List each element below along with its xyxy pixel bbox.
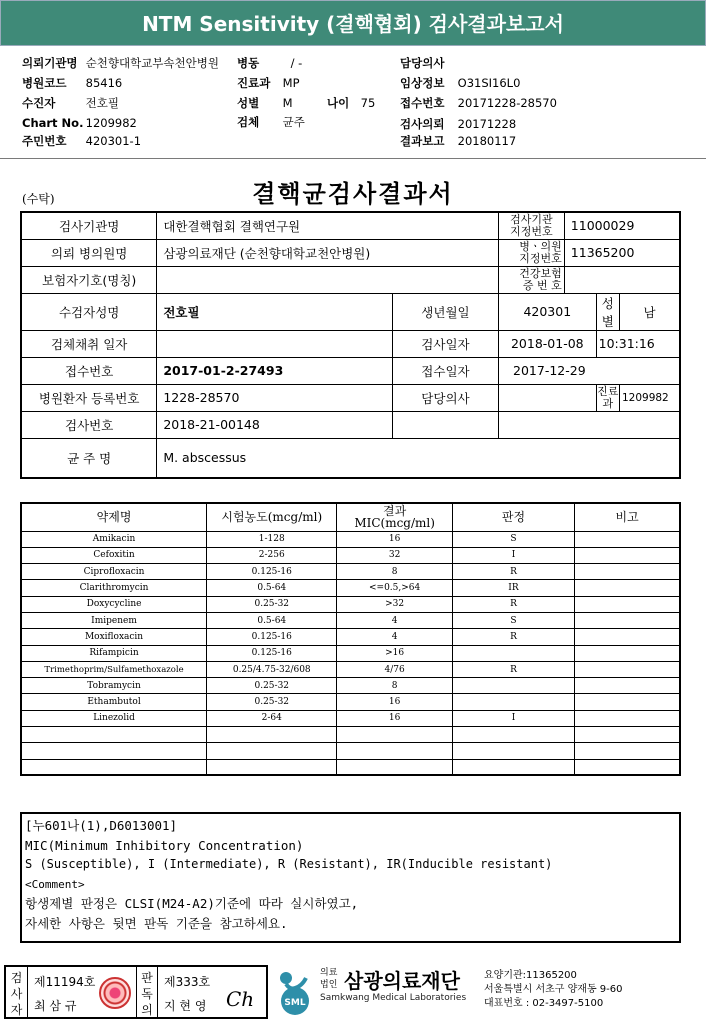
mic-cell: >32 bbox=[337, 596, 452, 612]
mic-cell: 32 bbox=[337, 547, 452, 563]
header-r1c1: 진료과 MP bbox=[237, 76, 300, 90]
table-row bbox=[21, 743, 680, 759]
dept-value: 1209982 bbox=[619, 384, 680, 411]
remark-cell bbox=[575, 612, 680, 628]
notes-line: MIC(Minimum Inhibitory Concentration) bbox=[25, 837, 304, 853]
table-row bbox=[21, 547, 680, 563]
drug-cell: Trimethoprim/Sulfamethoxazole bbox=[21, 661, 207, 677]
strain-value: M. abscessus bbox=[157, 438, 680, 478]
interp-cell: R bbox=[452, 661, 574, 677]
header-r0c1: 병동 / - bbox=[237, 56, 303, 70]
header-r2c2: 접수번호 20171228-28570 bbox=[400, 96, 557, 110]
blank-cell-b bbox=[499, 411, 680, 438]
header-r3c0: Chart No. 1209982 bbox=[22, 116, 137, 130]
conc-cell: 0.5-64 bbox=[207, 612, 337, 628]
table-row bbox=[21, 710, 680, 726]
conc-cell: 0.25/4.75-32/608 bbox=[207, 661, 337, 677]
interp-cell bbox=[452, 645, 574, 661]
blank-cell-a bbox=[392, 411, 498, 438]
header-r0c2: 담당의사 bbox=[400, 56, 445, 70]
test-no-value: 2018-21-00148 bbox=[157, 411, 393, 438]
table-row bbox=[21, 580, 680, 596]
test-time-value: 10:31:16 bbox=[596, 330, 680, 357]
header-r1c2: 임상정보 O31SI16L0 bbox=[400, 76, 521, 90]
table-row bbox=[21, 564, 680, 580]
remark-cell bbox=[575, 596, 680, 612]
table-row bbox=[21, 759, 680, 775]
interp-cell bbox=[452, 727, 574, 743]
tester-vertical-label: 검사자 bbox=[6, 967, 28, 1017]
conc-cell: 0.125-16 bbox=[207, 564, 337, 580]
interp-cell bbox=[452, 694, 574, 710]
mic-cell: >16 bbox=[337, 645, 452, 661]
col-conc: 시험농도(mcg/ml) bbox=[207, 503, 337, 531]
drug-cell: Amikacin bbox=[21, 531, 207, 547]
drug-cell: Linezolid bbox=[21, 710, 207, 726]
test-no-label: 검사번호 bbox=[21, 411, 157, 438]
interp-cell: I bbox=[452, 710, 574, 726]
mic-cell: <=0.5,>64 bbox=[337, 580, 452, 596]
remark-cell bbox=[575, 710, 680, 726]
header-divider bbox=[0, 158, 706, 159]
tester-name: 최 삼 규 bbox=[34, 999, 77, 1013]
health-no-label: 건강보험 증 번 호 bbox=[499, 266, 565, 293]
insured-value bbox=[157, 266, 499, 293]
strain-label: 균 주 명 bbox=[21, 438, 157, 478]
drug-cell: Moxifloxacin bbox=[21, 629, 207, 645]
remark-cell bbox=[575, 645, 680, 661]
remark-cell bbox=[575, 564, 680, 580]
col-result: 결과 MIC(mcg/ml) bbox=[337, 503, 452, 531]
interp-cell bbox=[452, 678, 574, 694]
patient-label: 수검자성명 bbox=[21, 293, 157, 330]
drug-cell: Rifampicin bbox=[21, 645, 207, 661]
col-remark: 비고 bbox=[575, 503, 680, 531]
table-row bbox=[21, 727, 680, 743]
conc-cell: 2-256 bbox=[207, 547, 337, 563]
table-row bbox=[21, 661, 680, 677]
patient-value: 전호필 bbox=[157, 293, 393, 330]
notes-line: 항생제별 판정은 CLSI(M24-A2)기준에 따라 실시하였고, bbox=[25, 896, 359, 911]
drug-cell: Ethambutol bbox=[21, 694, 207, 710]
notes-line: S (Susceptible), I (Intermediate), R (Resistant), IR(Inducible resistant) bbox=[25, 857, 553, 871]
header-r3c2: 검사의뢰 20171228 bbox=[400, 117, 517, 131]
notes-line: 자세한 사항은 뒷면 판독 기준을 참고하세요. bbox=[25, 915, 288, 931]
org-kind: 의료 법인 bbox=[320, 968, 338, 990]
interp-cell: I bbox=[452, 547, 574, 563]
notes-line: <Comment> bbox=[25, 877, 85, 891]
interp-cell: R bbox=[452, 564, 574, 580]
mic-cell bbox=[337, 727, 452, 743]
hosp-no-label: 병ㆍ의원 지정번호 bbox=[499, 239, 565, 266]
conc-cell: 0.25-32 bbox=[207, 678, 337, 694]
remark-cell bbox=[575, 694, 680, 710]
drug-cell: Imipenem bbox=[21, 612, 207, 628]
mic-cell: 4 bbox=[337, 629, 452, 645]
reader-vertical-label: 판독의 bbox=[136, 967, 158, 1017]
req-value: 삼광의료재단 (순천향대학교천안병원) bbox=[157, 239, 499, 266]
remark-cell bbox=[575, 678, 680, 694]
table-row bbox=[21, 612, 680, 628]
doctor-value bbox=[499, 384, 597, 411]
conc-cell bbox=[207, 743, 337, 759]
drug-cell: Tobramycin bbox=[21, 678, 207, 694]
drug-cell: Clarithromycin bbox=[21, 580, 207, 596]
remark-cell bbox=[575, 759, 680, 775]
table-row bbox=[21, 531, 680, 547]
reg-no-value: 1228-28570 bbox=[157, 384, 393, 411]
header-r4c0: 주민번호 420301-1 bbox=[22, 134, 142, 148]
footer bbox=[0, 963, 706, 1021]
conc-cell: 0.25-32 bbox=[207, 694, 337, 710]
mic-cell bbox=[337, 743, 452, 759]
sex-label: 성별 bbox=[596, 293, 619, 330]
header-age: 나이 75 bbox=[327, 96, 376, 110]
drug-cell: Ciprofloxacin bbox=[21, 564, 207, 580]
mic-cell: 4 bbox=[337, 612, 452, 628]
mic-cell: 16 bbox=[337, 710, 452, 726]
report-title: 결핵균검사결과서 bbox=[252, 179, 454, 208]
collect-label: 검체채취 일자 bbox=[21, 330, 157, 357]
remark-cell bbox=[575, 743, 680, 759]
conc-cell: 0.125-16 bbox=[207, 629, 337, 645]
interp-cell bbox=[452, 743, 574, 759]
conc-cell: 2-64 bbox=[207, 710, 337, 726]
interp-cell: IR bbox=[452, 580, 574, 596]
birth-value: 420301 bbox=[499, 293, 597, 330]
dept-label: 진료과 bbox=[597, 384, 619, 410]
reg-no-label: 병원환자 등록번호 bbox=[21, 384, 157, 411]
conc-cell bbox=[207, 727, 337, 743]
recv-date-value: 2017-12-29 bbox=[499, 357, 680, 384]
sex-value: 남 bbox=[619, 293, 680, 330]
header-r2c1: 성별 M bbox=[237, 96, 293, 110]
doctor-label: 담당의사 bbox=[392, 384, 498, 411]
recv-date-label: 접수일자 bbox=[392, 357, 498, 384]
notes-line: [누601나(1),D6013001] bbox=[25, 818, 178, 833]
reader-name: 지 현 영 bbox=[164, 999, 207, 1013]
signature-mark: Ch bbox=[226, 987, 255, 1011]
remark-cell bbox=[575, 661, 680, 677]
col-interp: 판정 bbox=[452, 503, 574, 531]
consignment-tag: (수탁) bbox=[22, 192, 55, 206]
official-seal-icon bbox=[99, 977, 131, 1009]
remark-cell bbox=[575, 580, 680, 596]
header-r3c1: 검체 균주 bbox=[237, 115, 305, 129]
hosp-no-value: 11365200 bbox=[564, 239, 680, 266]
insured-label: 보험자기호(명칭) bbox=[21, 266, 157, 293]
remark-cell bbox=[575, 727, 680, 743]
mic-table-body bbox=[21, 531, 680, 775]
mic-cell: 8 bbox=[337, 564, 452, 580]
birth-label: 생년월일 bbox=[392, 293, 498, 330]
recv-no-label: 접수번호 bbox=[21, 357, 157, 384]
signature-box bbox=[4, 965, 268, 1019]
health-no-value bbox=[564, 266, 680, 293]
header-r0c0: 의뢰기관명 순천향대학교부속천안병원 bbox=[22, 56, 219, 70]
reader-license: 제333호 bbox=[164, 975, 211, 989]
drug-cell bbox=[21, 759, 207, 775]
remark-cell bbox=[575, 629, 680, 645]
header-r2c0: 수진자 전호필 bbox=[22, 96, 119, 110]
interp-cell bbox=[452, 759, 574, 775]
col-drug: 약제명 bbox=[21, 503, 207, 531]
header-r4c2: 결과보고 20180117 bbox=[400, 134, 517, 148]
conc-cell: 0.5-64 bbox=[207, 580, 337, 596]
mic-cell: 16 bbox=[337, 694, 452, 710]
drug-cell: Doxycycline bbox=[21, 596, 207, 612]
conc-cell: 0.125-16 bbox=[207, 645, 337, 661]
test-date-value: 2018-01-08 bbox=[499, 330, 597, 357]
header-r1c0: 병원코드 85416 bbox=[22, 76, 123, 90]
table-row bbox=[21, 596, 680, 612]
notes-box bbox=[20, 812, 681, 943]
test-date-label: 검사일자 bbox=[392, 330, 498, 357]
drug-cell bbox=[21, 743, 207, 759]
mic-table bbox=[20, 502, 681, 776]
table-row bbox=[21, 629, 680, 645]
inst-label: 검사기관명 bbox=[21, 212, 157, 239]
table-row bbox=[21, 645, 680, 661]
req-label: 의뢰 병의원명 bbox=[21, 239, 157, 266]
org-address: 요양기관:11365200 서울특별시 서초구 양재동 9-60 대표번호 : 02-3497-5100 bbox=[484, 970, 623, 1009]
interp-cell: R bbox=[452, 629, 574, 645]
inst-no-label: 검사기관 지정번호 bbox=[499, 212, 565, 239]
recv-no-value: 2017-01-2-27493 bbox=[157, 357, 393, 384]
interp-cell: R bbox=[452, 596, 574, 612]
remark-cell bbox=[575, 531, 680, 547]
conc-cell: 1-128 bbox=[207, 531, 337, 547]
collect-value bbox=[157, 330, 393, 357]
patient-info-table bbox=[20, 211, 681, 479]
conc-cell bbox=[207, 759, 337, 775]
interp-cell: S bbox=[452, 612, 574, 628]
table-row bbox=[21, 678, 680, 694]
conc-cell: 0.25-32 bbox=[207, 596, 337, 612]
inst-no-value: 11000029 bbox=[564, 212, 680, 239]
table-row bbox=[21, 694, 680, 710]
mic-cell: 16 bbox=[337, 531, 452, 547]
drug-cell: Cefoxitin bbox=[21, 547, 207, 563]
tester-license: 제11194호 bbox=[34, 975, 96, 989]
report-banner-title: NTM Sensitivity (결핵협회) 검사결과보고서 bbox=[0, 0, 706, 46]
inst-value: 대한결핵협회 결핵연구원 bbox=[157, 212, 499, 239]
mic-cell: 4/76 bbox=[337, 661, 452, 677]
org-name-en: Samkwang Medical Laboratories bbox=[320, 993, 467, 1003]
sml-logo-icon bbox=[272, 968, 318, 1016]
logo-text: SML bbox=[284, 998, 306, 1008]
mic-cell: 8 bbox=[337, 678, 452, 694]
remark-cell bbox=[575, 547, 680, 563]
org-name: 삼광의료재단 bbox=[344, 969, 460, 993]
mic-cell bbox=[337, 759, 452, 775]
drug-cell bbox=[21, 727, 207, 743]
interp-cell: S bbox=[452, 531, 574, 547]
